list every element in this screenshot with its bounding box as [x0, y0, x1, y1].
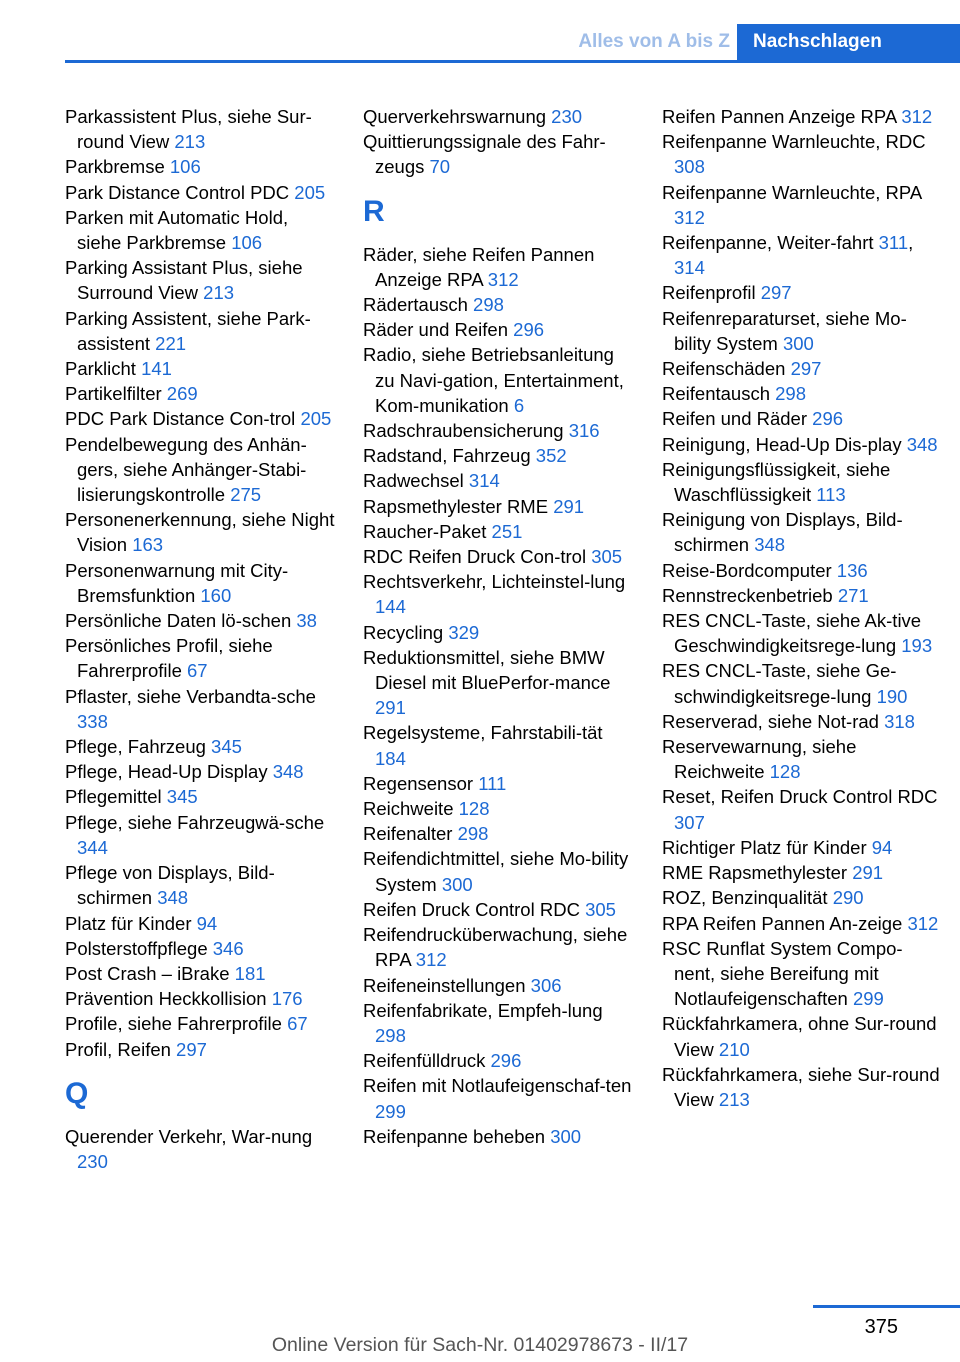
- index-entry: [363, 242, 635, 292]
- index-column-2: [363, 104, 635, 1149]
- index-term: Reifenschäden: [662, 358, 791, 380]
- page-ref-link[interactable]: 160: [200, 584, 232, 606]
- index-entry: [662, 457, 940, 507]
- index-entry: [662, 784, 940, 834]
- index-term: Profile, siehe Fahrerprofile: [65, 1013, 288, 1035]
- index-term: Pflege, siehe Fahrzeugwä-sche: [65, 811, 325, 833]
- index-entry: [65, 784, 337, 809]
- page-ref-link[interactable]: 300: [782, 332, 814, 354]
- index-term: Rechtsverkehr, Lichteinstel-lung: [363, 571, 626, 593]
- index-term: Reifentausch: [662, 383, 776, 405]
- page-ref-link[interactable]: 344: [77, 836, 108, 858]
- index-term: Reise-Bordcomputer: [662, 559, 837, 581]
- page-ref-link[interactable]: 298: [375, 1024, 406, 1046]
- page-ref-link[interactable]: 67: [287, 1013, 308, 1035]
- index-term: Reifenalter: [363, 823, 458, 845]
- page-ref-link[interactable]: 312: [901, 106, 933, 127]
- index-term: Polsterstoffpflege: [65, 937, 213, 959]
- index-term: RSC Runflat System Compo-nent, siehe Bereifung mit Notlaufeigenschaften: [662, 937, 903, 1010]
- index-term: Pflege von Displays, Bild-schirmen: [65, 862, 275, 909]
- page-ref-link[interactable]: 312: [674, 206, 705, 228]
- index-entry: [363, 998, 635, 1048]
- page-number: 375: [864, 1316, 898, 1338]
- page-ref-link[interactable]: 38: [296, 610, 317, 632]
- page-ref-link[interactable]: 308: [674, 156, 705, 178]
- index-term: Pflege, Fahrzeug: [65, 736, 212, 758]
- footer-note: Online Version für Sach-Nr. 01402978673 - II/17: [271, 1334, 689, 1356]
- page-ref-link[interactable]: 136: [836, 559, 868, 581]
- index-entry: [363, 544, 635, 569]
- index-entry: [662, 104, 940, 129]
- index-entry: [363, 720, 635, 770]
- page-ref-link[interactable]: 111: [478, 772, 507, 794]
- index-entry: [662, 1011, 940, 1061]
- index-term: Prävention Heckkollision: [65, 988, 272, 1010]
- page-ref-link[interactable]: 94: [871, 836, 893, 858]
- index-entry: [65, 381, 337, 406]
- page-ref-link[interactable]: 251: [491, 520, 523, 542]
- index-term: Reifen Pannen Anzeige RPA: [662, 106, 902, 127]
- index-entry: [65, 633, 337, 683]
- index-entry: [662, 734, 940, 784]
- index-term: Rennstreckenbetrieb: [662, 584, 838, 606]
- index-entry: [363, 443, 635, 468]
- index-entry: [662, 356, 940, 381]
- index-term: Pflegemittel: [65, 786, 167, 808]
- index-term: Pflege, Head-Up Display: [65, 761, 273, 783]
- page-ref-link[interactable]: 345: [211, 736, 242, 758]
- page-ref-link[interactable]: 176: [271, 988, 303, 1010]
- page-ref-link[interactable]: 221: [155, 332, 187, 354]
- index-term: Rädertausch: [363, 294, 474, 316]
- page-ref-link[interactable]: 299: [852, 988, 884, 1010]
- page-ref-link[interactable]: 298: [775, 383, 806, 405]
- page-ref-link[interactable]: 271: [837, 584, 869, 606]
- page-ref-link[interactable]: 213: [203, 282, 235, 304]
- page-ref-link[interactable]: 190: [876, 685, 908, 707]
- index-entry: [662, 658, 940, 708]
- index-term: Parkbremse: [65, 156, 170, 178]
- page-ref-link[interactable]: 348: [906, 433, 938, 455]
- header-rule: [65, 60, 960, 63]
- page-ref-link[interactable]: 298: [473, 294, 504, 316]
- page-ref-link[interactable]: 352: [535, 445, 567, 467]
- page-ref-link[interactable]: 314: [468, 470, 500, 492]
- index-term: Räder, siehe Reifen Pannen Anzeige RPA: [363, 243, 595, 290]
- index-term: Partikelfilter: [65, 383, 167, 405]
- section-title: Alles von A bis Z: [578, 31, 730, 52]
- index-entry: [363, 418, 635, 443]
- index-term: Reifenfülldruck: [363, 1050, 491, 1072]
- index-entry: [662, 1062, 940, 1112]
- index-entry: [662, 911, 940, 936]
- page-ref-link[interactable]: 184: [375, 747, 406, 769]
- index-term: RES CNCL-Taste, siehe Ge-schwindigkeitsrege-lung: [662, 660, 897, 707]
- page-ref-link[interactable]: 296: [812, 408, 844, 430]
- index-term: Personenwarnung mit City-Bremsfunktion: [65, 559, 289, 606]
- page-ref-link[interactable]: 210: [718, 1038, 750, 1060]
- page-ref-link[interactable]: 291: [375, 697, 406, 719]
- page-ref-link[interactable]: 291: [852, 862, 884, 884]
- index-entry: [65, 205, 337, 255]
- index-entry: [65, 558, 337, 608]
- page-ref-link[interactable]: 314: [674, 257, 705, 279]
- index-term: Platz für Kinder: [65, 912, 197, 934]
- index-entry: [65, 255, 337, 305]
- index-term: Profil, Reifen: [65, 1038, 177, 1060]
- index-term: Reinigung von Displays, Bild-schirmen: [662, 509, 903, 556]
- index-term: Post Crash – iBrake: [65, 962, 235, 984]
- index-entry: [363, 846, 635, 896]
- index-entry: [363, 620, 635, 645]
- index-term: Pflaster, siehe Verbandta-sche: [65, 685, 316, 707]
- index-entry: [662, 129, 940, 179]
- index-entry: [363, 771, 635, 796]
- index-entry: [65, 860, 337, 910]
- index-term: Räder und Reifen: [363, 319, 514, 341]
- page-ref-link[interactable]: 298: [457, 823, 489, 845]
- index-entry: [65, 1124, 337, 1174]
- index-entry: [662, 406, 940, 431]
- index-entry: [65, 759, 337, 784]
- index-entry: [662, 507, 940, 557]
- index-term: Reifendrucküberwachung, siehe RPA: [363, 924, 628, 971]
- index-entry: [363, 129, 635, 179]
- index-entry: [662, 583, 940, 608]
- page-ref-link[interactable]: 297: [760, 282, 792, 304]
- index-term: Reset, Reifen Druck Control RDC: [662, 786, 938, 808]
- page-ref-link[interactable]: 348: [272, 761, 304, 783]
- page-ref-link[interactable]: 348: [157, 887, 189, 909]
- index-letter: R: [363, 194, 385, 228]
- page-ref-link[interactable]: 269: [166, 383, 198, 405]
- page-ref-link[interactable]: 94: [196, 912, 218, 934]
- index-term: RPA Reifen Pannen An-zeige: [662, 912, 908, 934]
- index-entry: [65, 1037, 337, 1062]
- index-entry: [363, 342, 635, 418]
- index-term: Recycling: [363, 621, 449, 643]
- index-term: Radschraubensicherung: [363, 420, 569, 442]
- index-term: Parklicht: [65, 358, 142, 380]
- footer-rule: [813, 1305, 960, 1308]
- page-ref-link[interactable]: 291: [553, 495, 585, 517]
- index-term: Reifenpanne Warnleuchte, RPA: [662, 181, 922, 203]
- page-ref-link[interactable]: 296: [513, 319, 545, 341]
- index-term: Reifenreparaturset, siehe Mo-bility System: [662, 307, 907, 354]
- index-entry: [363, 519, 635, 544]
- page-ref-link[interactable]: 205: [294, 181, 326, 203]
- page-ref-link[interactable]: 144: [375, 596, 406, 618]
- index-entry: [65, 684, 337, 734]
- index-term: Reifenfabrikate, Empfeh-lung: [363, 999, 603, 1021]
- index-term: Radwechsel: [363, 470, 469, 492]
- index-entry: [65, 608, 337, 633]
- index-term: Persönliches Profil, siehe Fahrerprofile: [65, 635, 273, 682]
- page-ref-link[interactable]: 297: [176, 1038, 207, 1060]
- index-term: Reservewarnung, siehe Reichweite: [662, 736, 857, 783]
- index-term: Parking Assistant Plus, siehe Surround View: [65, 257, 303, 304]
- index-entry: [65, 180, 337, 205]
- index-entry: [662, 936, 940, 1012]
- index-term: Park Distance Control PDC: [65, 181, 295, 203]
- index-term: Reinigungsflüssigkeit, siehe Waschflüssigkeit: [662, 458, 891, 506]
- page-ref-link[interactable]: 230: [551, 106, 583, 127]
- index-entry: [662, 381, 940, 406]
- index-term: Richtiger Platz für Kinder: [662, 836, 872, 858]
- index-entry: [363, 796, 635, 821]
- page-ref-link[interactable]: 128: [769, 761, 801, 783]
- page-ref-link[interactable]: 306: [530, 974, 562, 996]
- page-ref-link[interactable]: 213: [174, 131, 206, 153]
- page-ref-link[interactable]: 70: [429, 156, 451, 178]
- page-ref-link[interactable]: 106: [169, 156, 201, 178]
- page-ref-link[interactable]: 113: [816, 484, 846, 506]
- index-entry: [662, 180, 940, 230]
- index-term: Reifenprofil: [662, 282, 761, 304]
- page-ref-link[interactable]: 312: [907, 912, 939, 934]
- index-entry: [662, 432, 940, 457]
- index-entry: [65, 911, 337, 936]
- index-entry: [65, 154, 337, 179]
- index-term: PDC Park Distance Con-trol: [65, 408, 301, 430]
- index-term: Parking Assistent, siehe Park-assistent: [65, 307, 311, 354]
- index-entry: [65, 961, 337, 986]
- index-term: Rückfahrkamera, siehe Sur-round View: [662, 1063, 940, 1110]
- index-term: Reifendichtmittel, siehe Mo-bility System: [363, 848, 629, 895]
- page-ref-link[interactable]: 296: [490, 1050, 522, 1072]
- index-term: RDC Reifen Druck Con-trol: [363, 546, 592, 568]
- index-term: RES CNCL-Taste, siehe Ak-tive Geschwindigkeitsrege-lung: [662, 610, 922, 657]
- index-column-1: [65, 104, 337, 1174]
- page-ref-link[interactable]: 346: [212, 937, 244, 959]
- page-ref-link[interactable]: 311: [878, 232, 909, 254]
- index-entry: [662, 608, 940, 658]
- index-entry: [65, 432, 337, 508]
- index-entry: [65, 306, 337, 356]
- index-term: Reifen Druck Control RDC: [363, 898, 586, 920]
- index-entry: [662, 306, 940, 356]
- page-ref-link[interactable]: 345: [166, 786, 198, 808]
- index-entry: [363, 897, 635, 922]
- index-column-3: [662, 104, 940, 1112]
- index-entry: [363, 1048, 635, 1073]
- index-entry: [65, 406, 337, 431]
- index-entry: [662, 709, 940, 734]
- index-term: Reifen mit Notlaufeigenschaf-ten: [363, 1075, 632, 1097]
- index-entry: [363, 468, 635, 493]
- index-entry: [363, 1073, 635, 1123]
- page-ref-link[interactable]: 230: [77, 1150, 108, 1172]
- page-ref-link[interactable]: 348: [754, 534, 786, 556]
- index-entry: [65, 507, 337, 557]
- index-term: Reserverad, siehe Not-rad: [662, 710, 885, 732]
- page-ref-link[interactable]: 290: [832, 887, 864, 909]
- index-entry: [65, 734, 337, 759]
- page-ref-link[interactable]: 312: [415, 949, 447, 971]
- index-entry: [65, 104, 337, 154]
- page-ref-link[interactable]: 163: [132, 534, 164, 556]
- index-term: Regelsysteme, Fahrstabili-tät: [363, 722, 603, 744]
- index-entry: [363, 104, 635, 129]
- index-term: Reichweite: [363, 798, 459, 820]
- page-ref-link[interactable]: 338: [77, 710, 108, 732]
- page-ref-link[interactable]: 181: [234, 962, 266, 984]
- page-ref-link[interactable]: 305: [585, 898, 616, 920]
- index-entry: Reifenpanne, Weiter-fahrt 311, 314: [662, 232, 914, 279]
- page-ref-link[interactable]: 316: [568, 420, 600, 442]
- index-entry: [662, 835, 940, 860]
- index-entry: [65, 986, 337, 1011]
- page-ref-link[interactable]: 193: [901, 635, 933, 657]
- index-term: Rückfahrkamera, ohne Sur-round View: [662, 1013, 937, 1060]
- page-ref-link[interactable]: 275: [230, 484, 262, 506]
- index-term: Reifeneinstellungen: [363, 974, 531, 996]
- index-term: Raucher-Paket: [363, 520, 492, 542]
- index-term: Quittierungssignale des Fahr-zeugs: [363, 131, 606, 178]
- page-ref-link[interactable]: 67: [187, 660, 208, 682]
- index-term: Reduktionsmittel, siehe BMW Diesel mit BluePerfor-mance: [363, 646, 611, 694]
- page-ref-link[interactable]: 318: [884, 710, 915, 732]
- index-term: Parkassistent Plus, siehe Sur-round View: [65, 106, 312, 153]
- page-ref-link[interactable]: 329: [448, 621, 480, 643]
- index-term: Pendelbewegung des Anhän-gers, siehe Anhänger-Stabi-lisierungskontrolle: [65, 433, 307, 506]
- index-term: Reifenpanne, Weiter-fahrt: [662, 232, 879, 254]
- index-term: Persönliche Daten lö-schen: [65, 610, 297, 632]
- index-entry: [662, 558, 940, 583]
- index-entry: [662, 860, 940, 885]
- index-entry: [65, 356, 337, 381]
- index-term: Radstand, Fahrzeug: [363, 445, 536, 467]
- index-entry: [363, 922, 635, 972]
- index-entry: [363, 494, 635, 519]
- page-ref-link[interactable]: 300: [441, 873, 473, 895]
- index-term: Reinigung, Head-Up Dis-play: [662, 433, 907, 455]
- index-term: RME Rapsmethylester: [662, 862, 853, 884]
- index-entry: [363, 317, 635, 342]
- index-term: Radio, siehe Betriebsanleitung zu Navi-gation, Entertainment, Kom-munikation: [363, 344, 624, 416]
- index-term: Reifenpanne Warnleuchte, RDC: [662, 131, 926, 153]
- index-entry: [65, 810, 337, 860]
- index-term: Reifenpanne beheben: [363, 1125, 551, 1147]
- index-entry: [363, 292, 635, 317]
- page-ref-link[interactable]: 297: [790, 358, 822, 380]
- page-ref-link[interactable]: 305: [591, 546, 623, 568]
- index-entry: [65, 936, 337, 961]
- index-entry: [65, 1011, 337, 1036]
- page-ref-link[interactable]: 205: [300, 408, 332, 430]
- index-term: Rapsmethylester RME: [363, 495, 554, 517]
- page-ref-link[interactable]: 307: [674, 811, 705, 833]
- index-entry: [363, 1124, 635, 1149]
- index-entry: [662, 280, 940, 305]
- index-entry: [363, 645, 635, 721]
- index-term: ROZ, Benzinqualität: [662, 887, 833, 909]
- page-ref-link[interactable]: 300: [550, 1125, 582, 1147]
- page-ref-link[interactable]: 213: [718, 1088, 750, 1110]
- index-term: Querverkehrswarnung: [363, 106, 552, 127]
- index-letter: Q: [65, 1076, 89, 1110]
- index-term: Personenerkennung, siehe Night Vision: [65, 509, 335, 556]
- index-entry: [662, 885, 940, 910]
- index-term: Parken mit Automatic Hold, siehe Parkbremse: [65, 206, 289, 254]
- page-ref-link[interactable]: 128: [458, 798, 490, 820]
- index-entry: [363, 821, 635, 846]
- chapter-tab[interactable]: Nachschlagen: [737, 24, 960, 60]
- page-ref-link[interactable]: 106: [231, 232, 263, 254]
- page-ref-link[interactable]: 312: [487, 268, 519, 290]
- index-entry: [363, 569, 635, 619]
- page-ref-link[interactable]: 141: [141, 358, 172, 380]
- index-term: Regensensor: [363, 772, 479, 794]
- page-ref-link[interactable]: 299: [375, 1100, 406, 1122]
- index-entry: [363, 973, 635, 998]
- page-ref-link[interactable]: 6: [513, 394, 525, 416]
- index-term: Reifen und Räder: [662, 408, 813, 430]
- index-term: Querender Verkehr, War-nung: [65, 1125, 313, 1147]
